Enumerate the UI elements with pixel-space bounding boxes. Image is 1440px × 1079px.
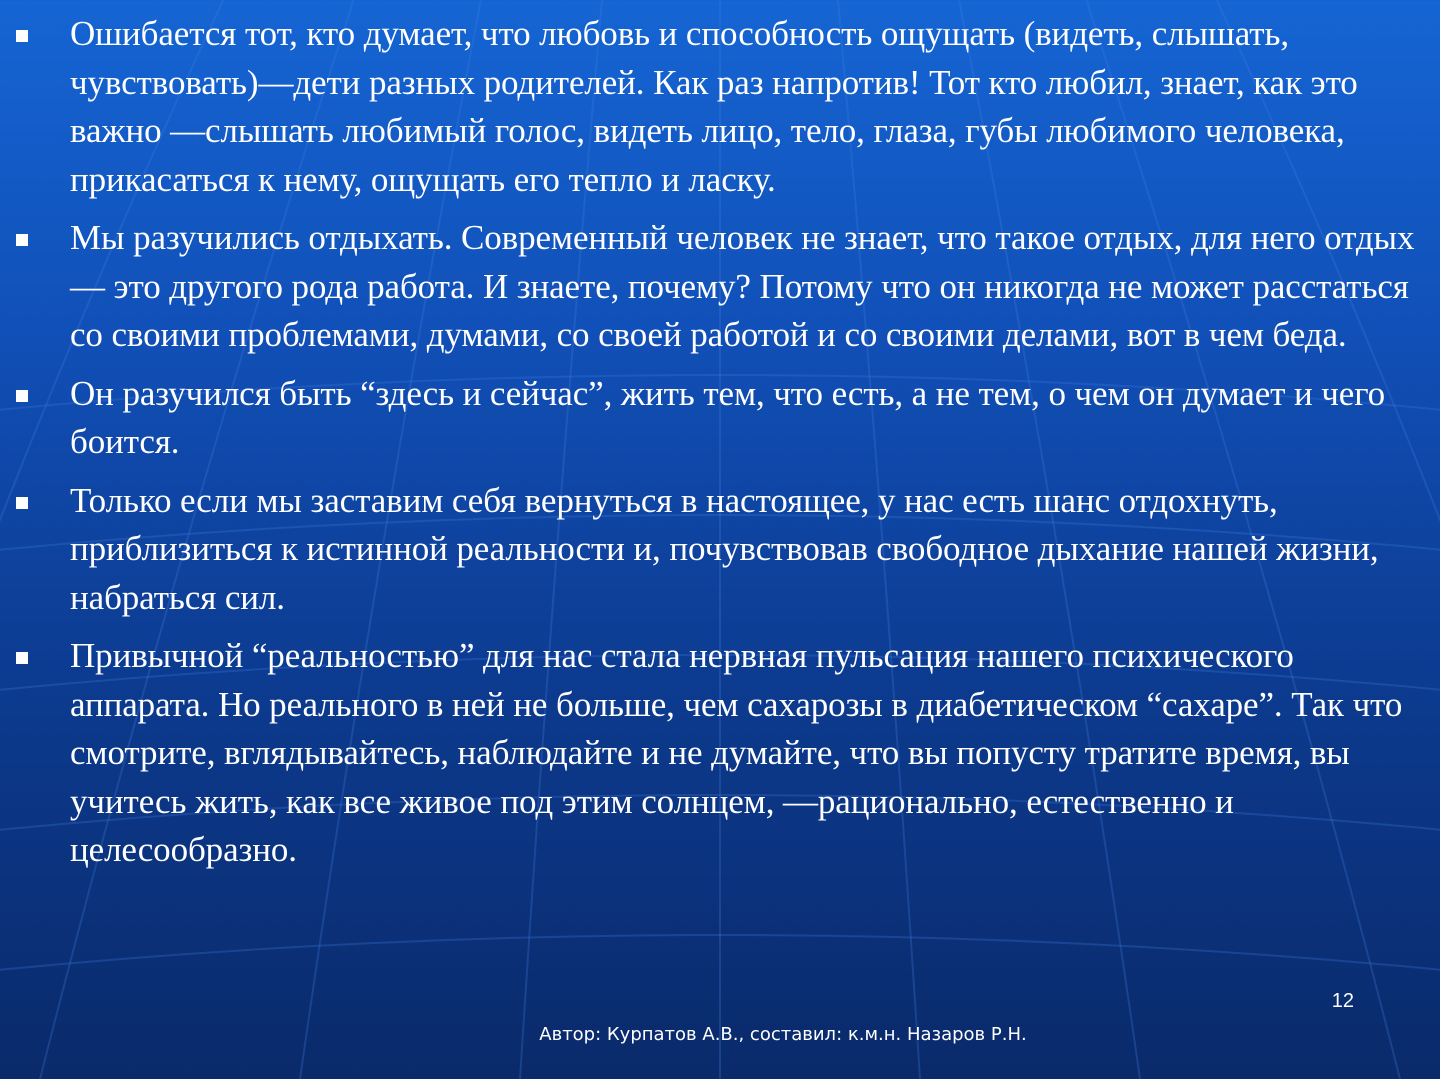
bullet-text: Мы разучились отдыхать. Современный человек не знает, что такое отдых, для него отдых — это другого рода работа. И знаете, почему? Потому что он никогда не может расстаться со своими проблемами, думами, со своей работой и со своими делами, вот в чем беда.: [70, 218, 1415, 354]
square-bullet-icon: [16, 234, 28, 246]
bullet-text: Только если мы заставим себя вернуться в настоящее, у нас есть шанс отдохнуть, приблизиться к истинной реальности и, почувствовав свободное дыхание нашей жизни, набраться сил.: [70, 480, 1379, 617]
bullet-item: [0, 214, 1440, 360]
bullet-item: [0, 477, 1440, 623]
bullet-text: Привычной “реальностью” для нас стала нервная пульсация нашего психического аппарата. Но реального в ней не больше, чем сахарозы в диабетическом “сахаре”. Так что смотрите, вглядывайтесь, наблюдайте и не думайте, что вы попусту тратите время, вы учитесь жить, как все живое под этим солнцем, —рационально, естественно и целесообразно.: [70, 636, 1403, 869]
square-bullet-icon: [16, 497, 28, 509]
bullet-text: Ошибается тот, кто думает, что любовь и способность ощущать (видеть, слышать, чувствовать)—дети разных родителей. Как раз напротив! Тот кто любил, знает, как это важно —слышать любимый голос, видеть лицо, тело, глаза, губы любимого человека, прикасаться к нему, ощущать его тепло и ласку.: [70, 14, 1358, 199]
square-bullet-icon: [16, 390, 28, 402]
square-bullet-icon: [16, 30, 28, 42]
footer-author: Автор: Курпатов А.В., составил: к.м.н. Назаров Р.Н.: [539, 1024, 1027, 1045]
page-number: 12: [1331, 990, 1354, 1012]
square-bullet-icon: [16, 652, 28, 664]
bullet-item: [0, 10, 1440, 204]
bullet-item: [0, 370, 1440, 467]
bullet-text: Он разучился быть “здесь и сейчас”, жить тем, что есть, а не тем, о чем он думает и чего боится.: [70, 373, 1385, 461]
bullet-list: [0, 10, 1440, 885]
bullet-item: [0, 632, 1440, 875]
